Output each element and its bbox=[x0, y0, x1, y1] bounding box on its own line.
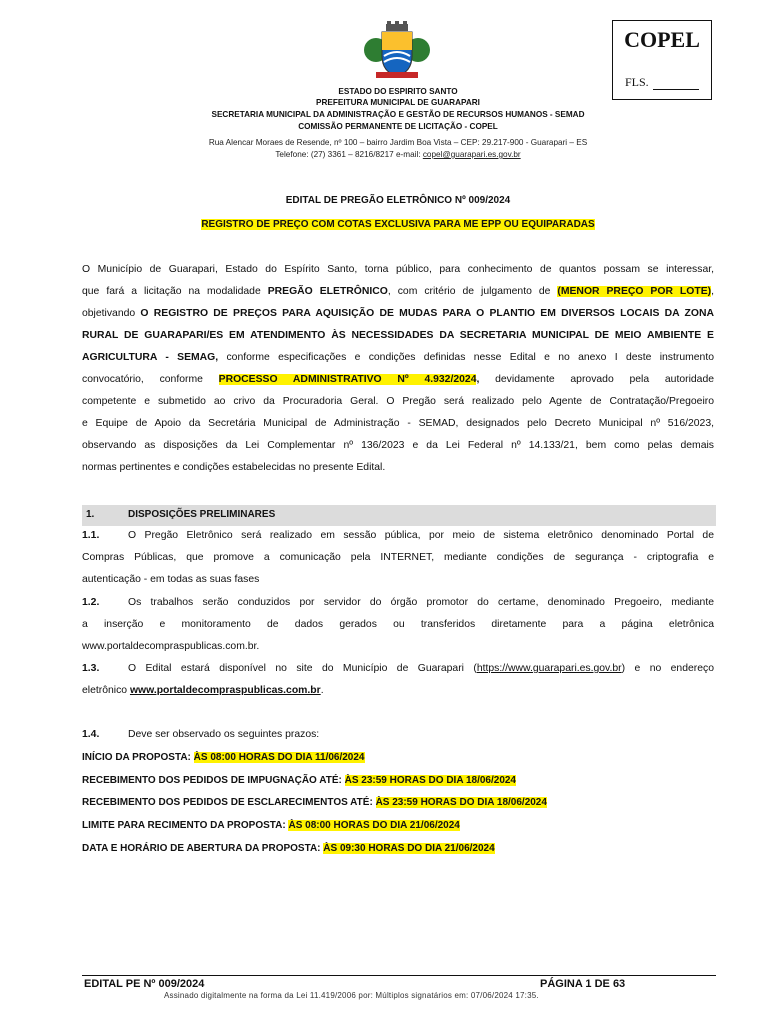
item-1-4-number: 1.4. bbox=[82, 729, 100, 740]
copel-title: COPEL bbox=[624, 27, 700, 52]
intro-line: RURAL DE GUARAPARI/ES EM ATENDIMENTO ÀS NECESSIDADES DA SECRETARIA MUNICIPAL DE MEIO AMBIENTE E bbox=[82, 330, 714, 341]
item-1-2-number: 1.2. bbox=[82, 597, 100, 608]
header-state: ESTADO DO ESPIRITO SANTO bbox=[338, 87, 458, 96]
intro-paragraph bbox=[82, 259, 714, 479]
footer-divider bbox=[82, 975, 716, 976]
footer-edital-number: EDITAL PE Nº 009/2024 bbox=[84, 978, 205, 990]
intro-line: O Município de Guarapari, Estado do Espírito Santo, torna público, para conhecimento de quantos possam se interessar, bbox=[82, 264, 714, 275]
registro-title bbox=[0, 219, 770, 230]
fls-label: FLS. bbox=[625, 75, 649, 89]
deadline-item: RECEBIMENTO DOS PEDIDOS DE ESCLARECIMENTOS ATÉ: ÀS 23:59 HORAS DO DIA 18/06/2024 bbox=[82, 797, 547, 808]
intro-line: e Equipe de Apoio da Secretária Municipal de Administração - SEMAD, designados pelo Decreto Municipal nº 516/2023, bbox=[82, 418, 714, 429]
header-comissao: COMISSÃO PERMANENTE DE LICITAÇÃO - COPEL bbox=[298, 122, 498, 131]
intro-line: objetivando O REGISTRO DE PREÇOS PARA AQUISIÇÃO DE MUDAS PARA O PLANTIO EM DIVERSOS LOCAIS DA ZONA bbox=[82, 308, 714, 319]
email-link[interactable]: copel@guarapari.es.gov.br bbox=[422, 150, 521, 159]
coat-of-arms-logo bbox=[362, 20, 432, 80]
portal-compras-link[interactable]: www.portaldecompraspublicas.com.br bbox=[129, 685, 321, 696]
intro-line: observando as disposições da Lei Complementar nº 136/2023 e da Lei Federal nº 14.133/21, bem como pelas demais bbox=[82, 440, 714, 451]
item-1-1: 1.1. O Pregão Eletrônico será realizado em sessão pública, por meio de sistema eletrônico denominado Portal de Compras Públicas, que promove a comunicação pela INTERNET, mediante condições de segurança - criptografia e autenticação - em todas as suas fases bbox=[82, 525, 714, 591]
deadline-item: LIMITE PARA RECIMENTO DA PROPOSTA: ÀS 08:00 HORAS DO DIA 21/06/2024 bbox=[82, 820, 460, 831]
registro-title-text: REGISTRO DE PREÇO COM COTAS EXCLUSIVA PARA ME EPP OU EQUIPARADAS bbox=[201, 219, 595, 230]
intro-line: normas pertinentes e condições estabelecidas no presente Edital. bbox=[82, 462, 386, 473]
section-1-header bbox=[82, 505, 716, 526]
deadline-item: INÍCIO DA PROPOSTA: ÀS 08:00 HORAS DO DIA 11/06/2024 bbox=[82, 752, 365, 763]
item-1-3: 1.3. O Edital estará disponível no site do Município de Guarapari (https://www.guarapari.es.gov.br) e no endereço eletrônico www.portaldecompraspublicas.com.br. bbox=[82, 658, 714, 702]
header-secretaria: SECRETARIA MUNICIPAL DA ADMINISTRAÇÃO E GESTÃO DE RECURSOS HUMANOS - SEMAD bbox=[211, 110, 585, 119]
item-1-2: 1.2. Os trabalhos serão conduzidos por servidor do órgão promotor do certame, denominado Pregoeiro, mediante a inserção e monitoramento de dados gerados ou transferidos diretamente para a página eletrônica www.portaldecompraspublicas.com.br. bbox=[82, 592, 714, 658]
phone-text: Telefone: (27) 3361 – 8216/8217 e-mail: bbox=[275, 150, 423, 159]
footer-page-number: PÁGINA 1 DE 63 bbox=[540, 978, 626, 990]
header-contact bbox=[0, 149, 770, 161]
guarapari-site-link[interactable]: https://www.guarapari.es.gov.br bbox=[476, 663, 622, 674]
digital-signature-note: Assinado digitalmente na forma da Lei 11.419/2006 por: Múltiplos signatários em: 07/06/2024 17:35. bbox=[164, 991, 539, 1000]
header-address: Rua Alencar Moraes de Resende, nº 100 – bairro Jardim Boa Vista – CEP: 29.217-900 - Guarapari – ES bbox=[208, 138, 588, 147]
intro-line: competente e submetido ao crivo da Procuradoria Geral. O Pregão será realizado pelo Agente de Contratação/Pregoeiro bbox=[82, 396, 714, 407]
section-1-title: DISPOSIÇÕES PRELIMINARES bbox=[128, 509, 276, 520]
intro-line: AGRICULTURA - SEMAG, conforme especificações e condições definidas nesse Edital e no anexo I deste instrumento bbox=[82, 352, 714, 363]
intro-line: que fará a licitação na modalidade PREGÃO ELETRÔNICO, com critério de julgamento de (MENOR PREÇO POR LOTE), bbox=[82, 286, 714, 297]
deadline-item: DATA E HORÁRIO DE ABERTURA DA PROPOSTA: ÀS 09:30 HORAS DO DIA 21/06/2024 bbox=[82, 843, 495, 854]
header-prefeitura: PREFEITURA MUNICIPAL DE GUARAPARI bbox=[316, 98, 480, 107]
intro-line: convocatório, conforme PROCESSO ADMINISTRATIVO Nº 4.932/2024, devidamente aprovado pela autoridade bbox=[82, 374, 715, 385]
item-1-3-number: 1.3. bbox=[82, 663, 100, 674]
item-1-4: 1.4. Deve ser observado os seguintes prazos: bbox=[82, 724, 714, 746]
item-1-1-number: 1.1. bbox=[82, 530, 100, 541]
deadline-item: RECEBIMENTO DOS PEDIDOS DE IMPUGNAÇÃO ATÉ: ÀS 23:59 HORAS DO DIA 18/06/2024 bbox=[82, 775, 516, 786]
section-1-number: 1. bbox=[86, 509, 95, 520]
edital-title: EDITAL DE PREGÃO ELETRÔNICO Nº 009/2024 bbox=[285, 195, 511, 206]
